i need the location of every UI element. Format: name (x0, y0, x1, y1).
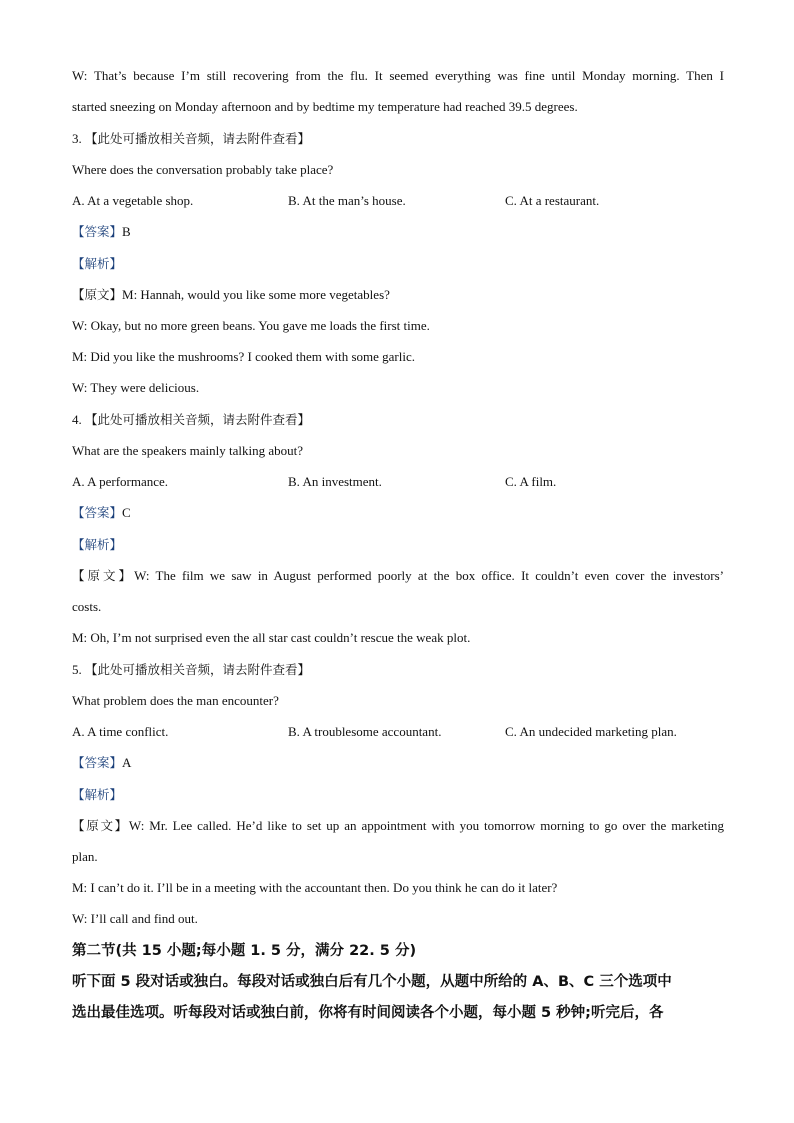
answer-tag: 【答案】 (72, 224, 123, 239)
audio-placeholder: 【此处可播放相关音频，请去附件查看】 (85, 412, 311, 427)
question-number: 5. (72, 662, 82, 677)
transcript-line: W: I’ll call and find out. (72, 911, 198, 926)
answer-tag: 【答案】 (72, 755, 123, 770)
transcript-tag: 【原文】 (72, 287, 123, 302)
option-c: C. At a restaurant. (505, 193, 600, 208)
question-3-header (72, 130, 724, 148)
transcript-line: started sneezing on Monday afternoon and by bedtime my temperature had reached 39.5 degrees. (72, 99, 578, 114)
transcript-text: W: Mr. Lee called. He’d like to set up an appointment with you tomorrow morning to go over the marketing (128, 818, 724, 833)
question-number: 3. (72, 131, 82, 146)
answer-line (72, 504, 724, 522)
transcript-text: M: Hannah, would you like some more vegetables? (122, 287, 390, 302)
analysis-tag: 【解析】 (72, 537, 123, 552)
transcript-line: plan. (72, 849, 98, 864)
question-4-text: What are the speakers mainly talking about? (72, 443, 304, 458)
question-number: 4. (72, 412, 82, 427)
answer-line (72, 754, 724, 772)
question-3-text: Where does the conversation probably take place? (72, 162, 334, 177)
transcript-line (72, 286, 724, 304)
option-c: C. A film. (505, 474, 557, 489)
answer-value: B (122, 224, 131, 239)
audio-placeholder: 【此处可播放相关音频，请去附件查看】 (85, 662, 311, 677)
transcript-line: W: They were delicious. (72, 380, 200, 395)
transcript-tag: 【原文】 (72, 568, 135, 583)
audio-placeholder: 【此处可播放相关音频，请去附件查看】 (85, 131, 311, 146)
transcript-text: W: The film we saw in August performed poorly at the box office. It couldn’t even cover the investors’ (134, 568, 724, 583)
analysis-tag: 【解析】 (72, 256, 123, 271)
transcript-line: M: Did you like the mushrooms? I cooked them with some garlic. (72, 349, 415, 364)
answer-value: A (122, 755, 132, 770)
section-instructions: 听下面 5 段对话或独白。每段对话或独白后有几个小题，从题中所给的 A、B、C 三个选项中 (72, 974, 672, 990)
answer-value: C (122, 505, 131, 520)
option-b: B. At the man’s house. (288, 193, 406, 208)
answer-tag: 【答案】 (72, 505, 123, 520)
transcript-line: costs. (72, 599, 102, 614)
question-5-text: What problem does the man encounter? (72, 693, 279, 708)
transcript-line: W: That’s because I’m still recovering from the flu. It seemed everything was fine until Monday morning. Then I (72, 68, 724, 83)
section-title: 第二节(共 15 小题;每小题 1. 5 分，满分 22. 5 分) (72, 943, 417, 959)
answer-line (72, 223, 724, 241)
option-c: C. An undecided marketing plan. (505, 724, 677, 739)
transcript-line (72, 817, 724, 835)
transcript-line (72, 567, 724, 585)
transcript-tag: 【原文】 (72, 818, 129, 833)
transcript-line: W: Okay, but no more green beans. You gave me loads the first time. (72, 318, 430, 333)
analysis-tag: 【解析】 (72, 787, 123, 802)
transcript-line: M: I can’t do it. I’ll be in a meeting with the accountant then. Do you think he can do it later? (72, 880, 558, 895)
option-a: A. A time conflict. (72, 724, 169, 739)
question-4-header (72, 411, 724, 429)
section-instructions: 选出最佳选项。听每段对话或独白前，你将有时间阅读各个小题，每小题 5 秒钟;听完后，各 (72, 1005, 664, 1021)
question-5-header (72, 661, 724, 679)
option-a: A. A performance. (72, 474, 169, 489)
analysis-line (72, 536, 724, 554)
analysis-line (72, 786, 724, 804)
transcript-line: M: Oh, I’m not surprised even the all star cast couldn’t rescue the weak plot. (72, 630, 471, 645)
analysis-line (72, 255, 724, 273)
option-b: B. A troublesome accountant. (288, 724, 442, 739)
option-a: A. At a vegetable shop. (72, 193, 194, 208)
option-b: B. An investment. (288, 474, 382, 489)
